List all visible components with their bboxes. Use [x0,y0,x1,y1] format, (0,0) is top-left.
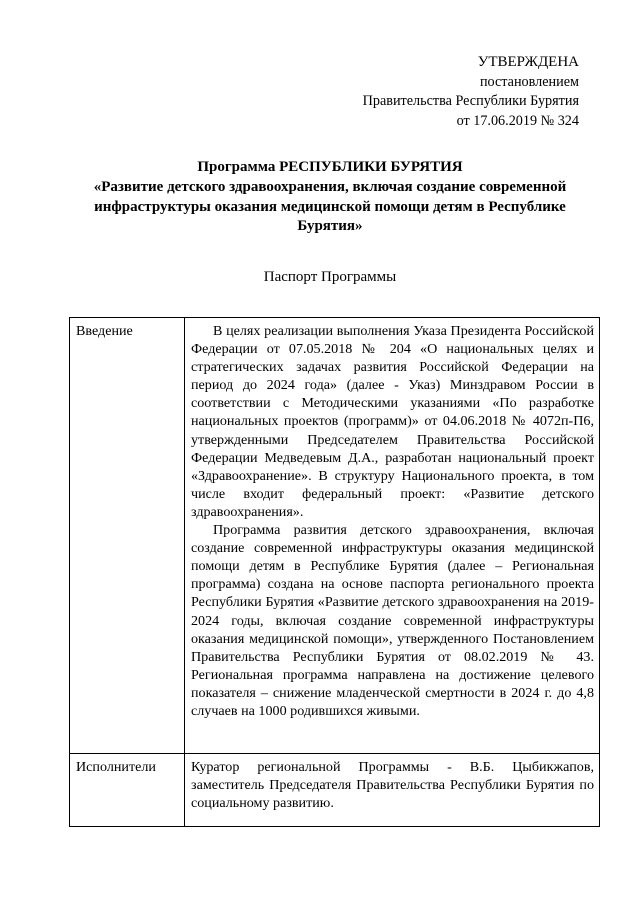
row-label-introduction: Введение [70,318,185,754]
table-row [70,754,600,827]
row-content-introduction [185,318,600,754]
passport-heading: Паспорт Программы [263,269,397,285]
program-title-line: Программа РЕСПУБЛИКИ БУРЯТИЯ [197,159,463,175]
executors-text: Куратор региональной Программы - В.Б. Цыбикжапов, заместитель Председателя Правительства Республики Бурятия по социальному развитию. [191,759,594,812]
row-content-executors [185,754,600,827]
approval-stamp [363,53,579,131]
introduction-paragraph: Программа развития детского здравоохранения, включая создание современной инфраструктуры оказания медицинской помощи детям в Республике Бурятия (далее – Региональная программа) создана на основе паспорта регионального проекта Республики Бурятия «Развитие детского здравоохранения на 2019-2024 годы, включая создание современной инфраструктуры оказания медицинской помощи», утвержденного Постановлением Правительства Республики Бурятия от 08.02.2019 № 43. Региональная программа направлена на достижение целевого показателя – снижение младенческой смертности в 2024 г. до 4,8 случаев на 1000 родившихся живыми. [191,522,594,719]
table-row [70,318,600,754]
program-name: «Развитие детского здравоохранения, включая создание современной инфраструктуры оказания медицинской помощи детям в Республике Бурятия» [93,178,567,235]
row-label-executors: Исполнители [70,754,185,827]
approval-date-number: от 17.06.2019 № 324 [456,112,579,129]
approval-authority: Правительства Республики Бурятия [362,93,579,110]
passport-table [69,317,600,827]
introduction-paragraph: В целях реализации выполнения Указа Президента Российской Федерации от 07.05.2018 № 204 «О национальных целях и стратегических задачах развития Российской Федерации на период до 2024 года» (далее - Указ) Минздравом России в соответствии с Методическими указаниями «По разработке национальных проектов (программ)» от 04.06.2018 № 4072п-П6, утвержденными Председателем Правительства Российской Федерации Медведевым Д.А., разработан национальный проект «Здравоохранение». В структуру Национального проекта, в том числе входит федеральный проект: «Развитие детского здравоохранения». [191,323,594,520]
approval-heading: УТВЕРЖДЕНА [477,54,579,70]
approval-resolution: постановлением [479,73,579,90]
program-title [70,158,590,237]
